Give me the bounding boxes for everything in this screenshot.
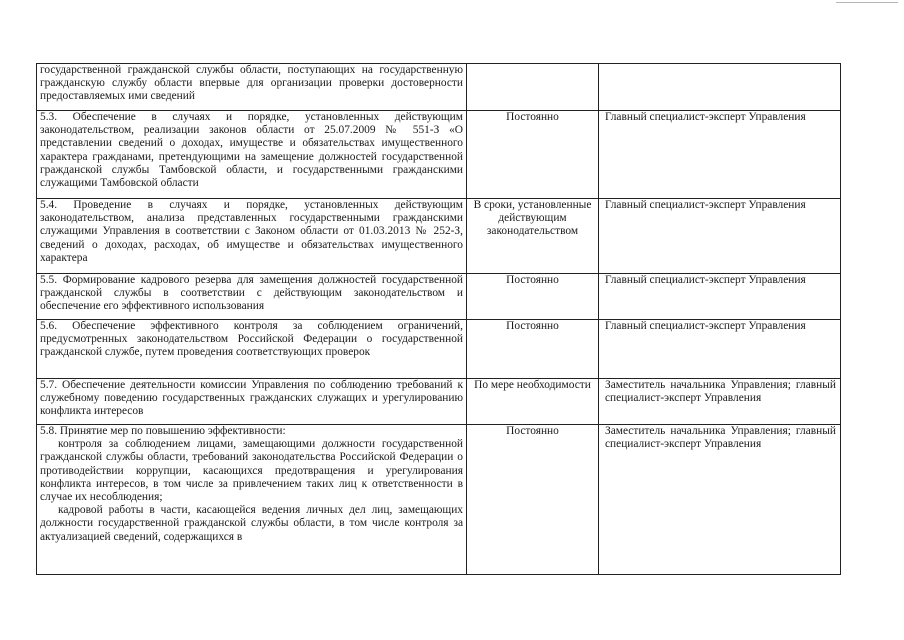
- measure-description: [37, 425, 467, 575]
- measure-description: 5.4. Проведение в случаях и порядке, установленных действующим законодательством, анализа представленных государственными гражданскими служащими Управления в соответствии с Законом области от 01.03.2013 № 252-З, сведений о доходах, расходах, об имуществе и обязательствах имущественного характера: [37, 199, 467, 274]
- table-row: [37, 111, 841, 199]
- measures-table: [36, 63, 841, 575]
- table-row: [37, 379, 841, 425]
- measure-responsible: [599, 64, 841, 111]
- measure-item: кадровой работы в части, касающейся ведения личных дел лиц, замещающих должности государственной гражданской службы области, в том числе контроля за актуализацией сведений, содержащихся в: [40, 504, 463, 543]
- measure-heading: 5.8. Принятие мер по повышению эффективности:: [40, 425, 286, 437]
- table-row: [37, 199, 841, 274]
- measure-term: Постоянно: [467, 425, 599, 575]
- measure-responsible: Главный специалист-эксперт Управления: [599, 199, 841, 274]
- measure-term: В сроки, установленные действующим законодательством: [467, 199, 599, 274]
- measure-responsible: Главный специалист-эксперт Управления: [599, 274, 841, 320]
- scan-edge-mark: [836, 2, 898, 3]
- measure-description: 5.6. Обеспечение эффективного контроля за соблюдением ограничений, предусмотренных законодательством Российской Федерации о государственной гражданской службе, путем проведения соответствующих проверок: [37, 320, 467, 379]
- measure-term: Постоянно: [467, 320, 599, 379]
- measure-description: 5.3. Обеспечение в случаях и порядке, установленных действующим законодательством, реализации законов области от 25.07.2009 № 551-З «О представлении сведений о доходах, имуществе и обязательствах имущественного характера гражданами, претендующими на замещение должностей государственной гражданской службы Тамбовской области, и государственными гражданскими служащими Тамбовской области: [37, 111, 467, 199]
- measure-description: 5.5. Формирование кадрового резерва для замещения должностей государственной гражданской службы в соответствии с действующим законодательством и обеспечение его эффективного использования: [37, 274, 467, 320]
- measure-responsible: Заместитель начальника Управления; главный специалист-эксперт Управления: [599, 425, 841, 575]
- table-row: [37, 64, 841, 111]
- measure-responsible: Главный специалист-эксперт Управления: [599, 320, 841, 379]
- measure-description: государственной гражданской службы области, поступающих на государственную гражданскую службу области впервые для организации проверки достоверности предоставляемых ими сведений: [37, 64, 467, 111]
- measure-term: По мере необходимости: [467, 379, 599, 425]
- measure-term: Постоянно: [467, 111, 599, 199]
- measure-term: Постоянно: [467, 274, 599, 320]
- table-row: [37, 425, 841, 575]
- measure-description: 5.7. Обеспечение деятельности комиссии Управления по соблюдению требований к служебному поведению государственных гражданских служащих и урегулированию конфликта интересов: [37, 379, 467, 425]
- table-row: [37, 274, 841, 320]
- measure-responsible: Главный специалист-эксперт Управления: [599, 111, 841, 199]
- measure-term: [467, 64, 599, 111]
- measure-item: контроля за соблюдением лицами, замещающими должности государственной гражданской службы области, требований законодательства Российской Федерации о противодействии коррупции, касающихся предотвращения и урегулирования конфликта интересов, в том числе за привлечением таких лиц к ответственности в случае их несоблюдения;: [40, 438, 463, 504]
- measure-responsible: Заместитель начальника Управления; главный специалист-эксперт Управления: [599, 379, 841, 425]
- table-row: [37, 320, 841, 379]
